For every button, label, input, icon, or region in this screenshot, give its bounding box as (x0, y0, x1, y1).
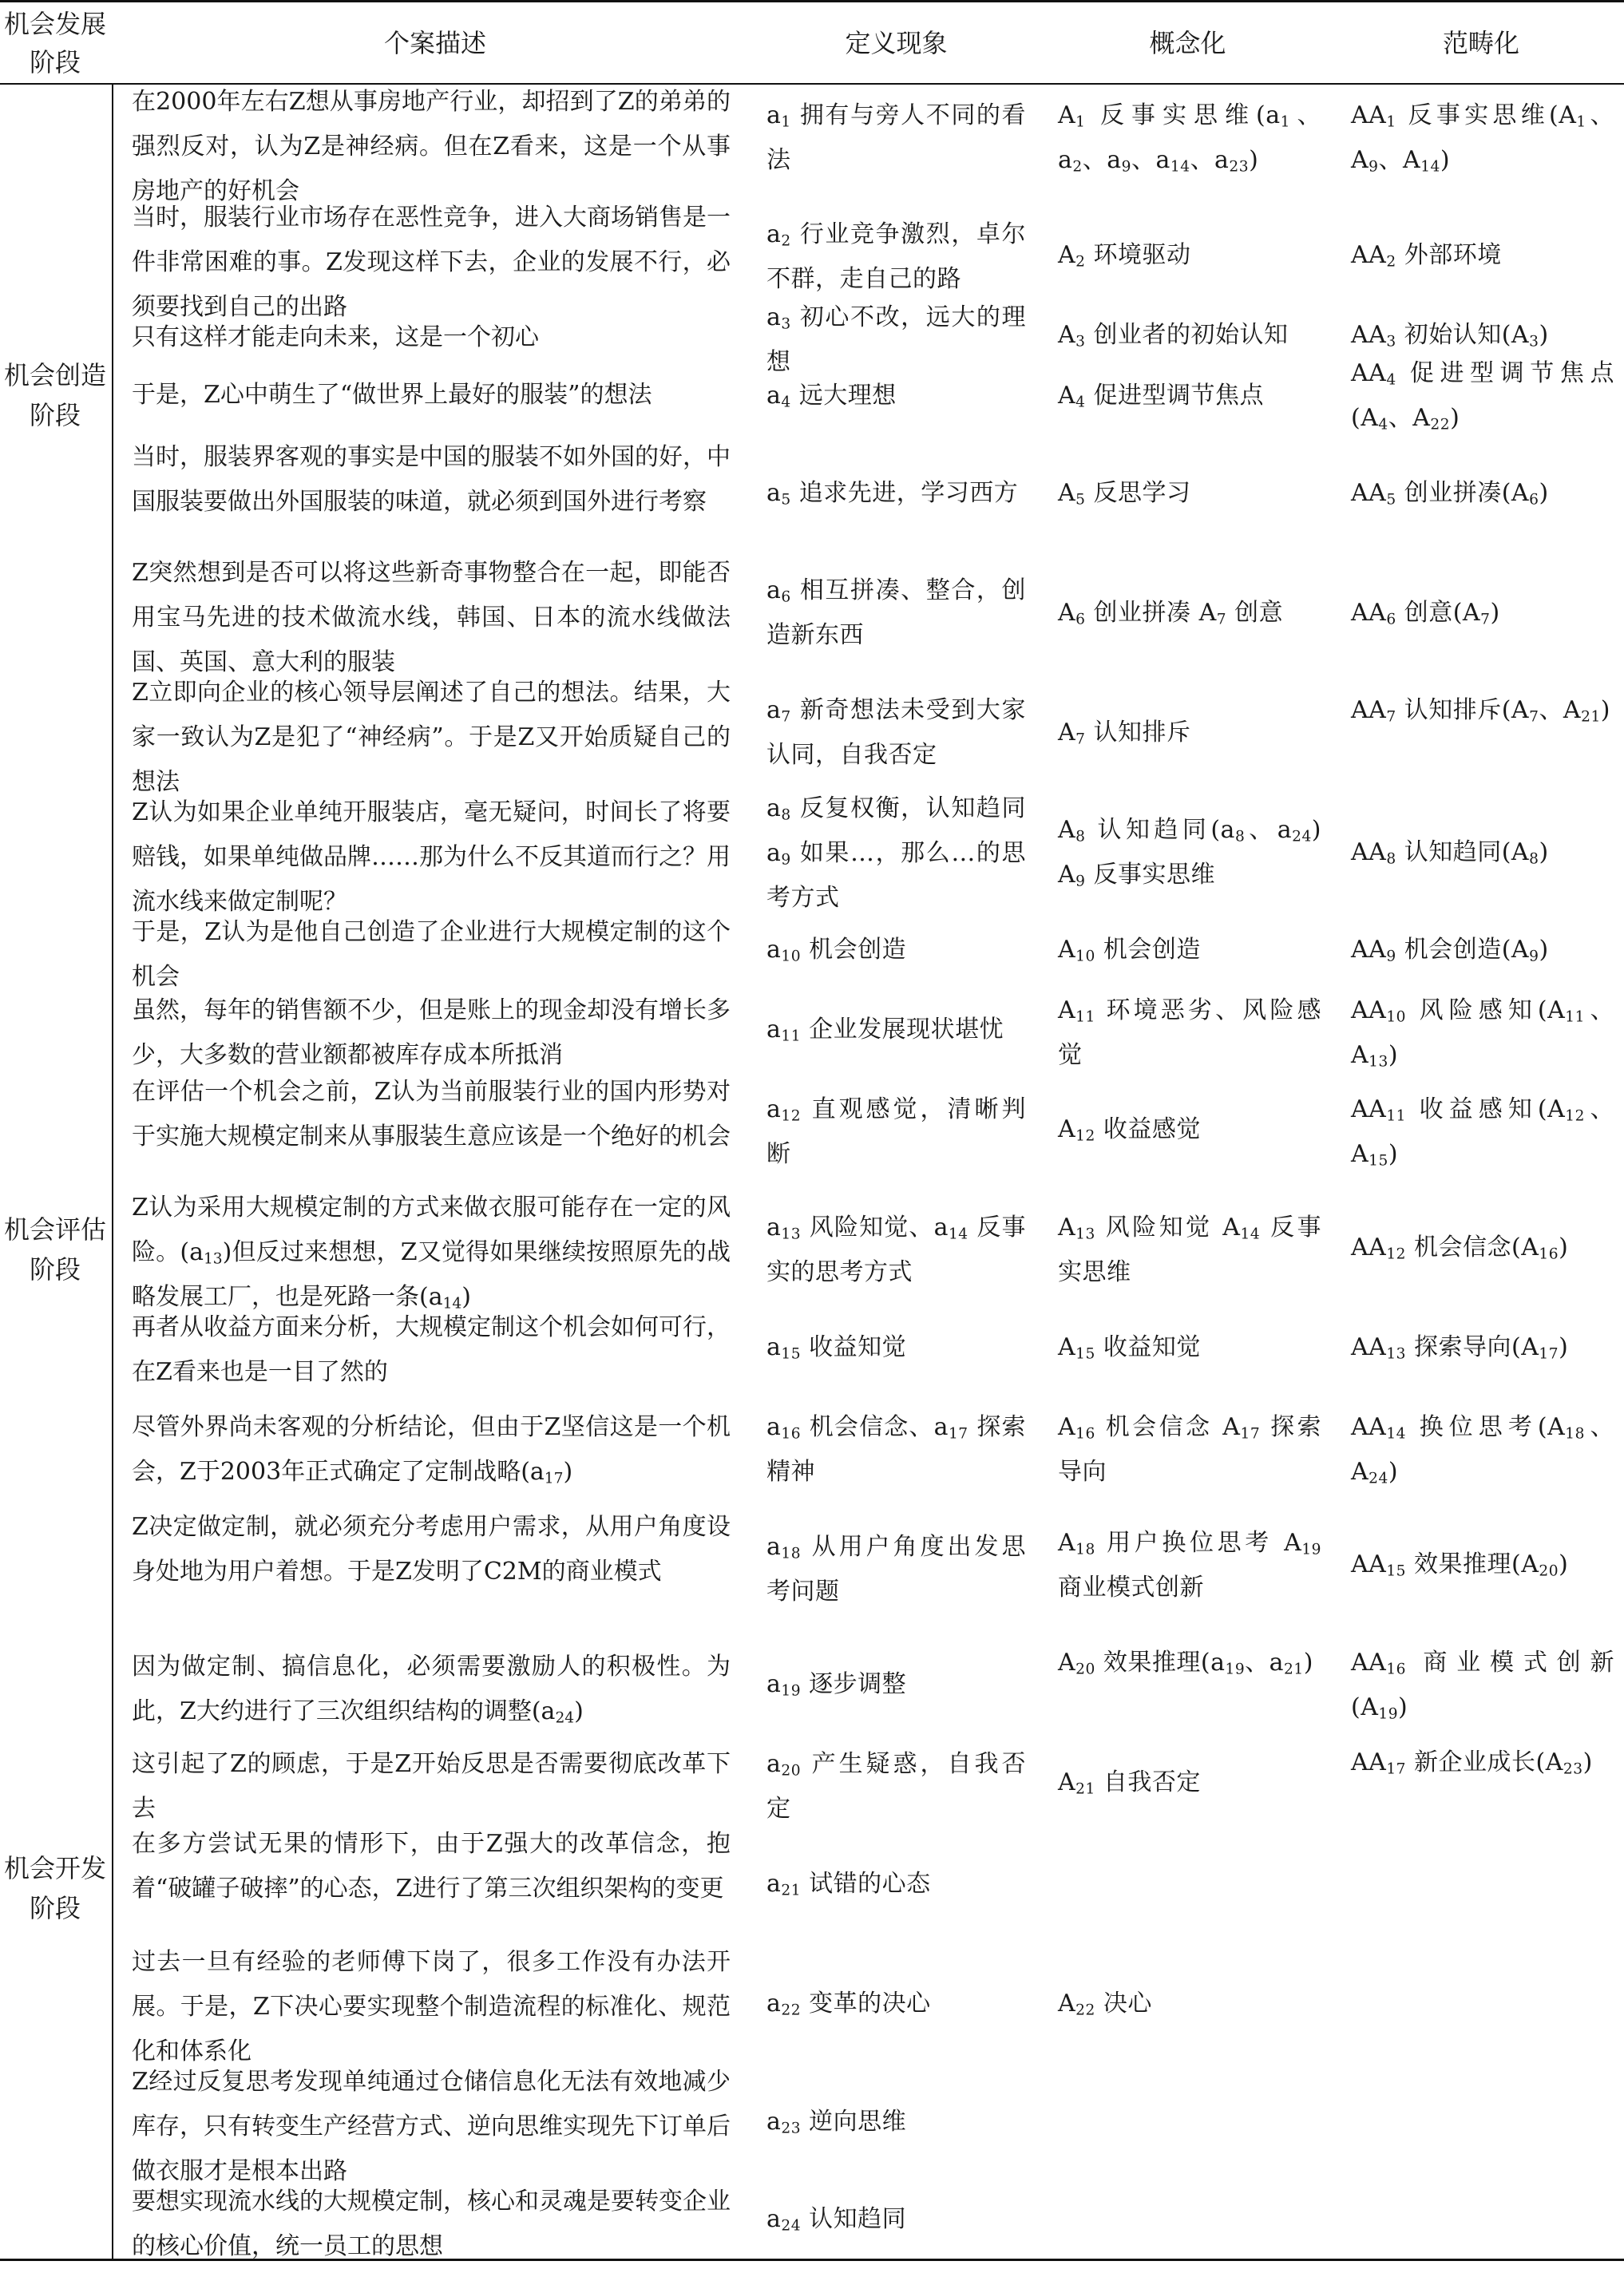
concept-cell: $A_7$ 认知排斥 (1058, 719, 1191, 748)
category-cell: $AA_8$ 认知趋同$(A_8)$ (1351, 838, 1549, 868)
header-case: 个案描述 (383, 28, 486, 58)
case-description (132, 196, 731, 330)
define-cell: $a_5$ 追求先进，学习西方 (766, 479, 1019, 509)
header-stage (0, 5, 110, 81)
define-cell: $a_{13}$ 风险知觉、$a_{14}$ 反事实的思考方式 (766, 1214, 1027, 1286)
category-cell: $AA_1$ 反事实思维($A_1$、$A_9$、$A_{14}$) (1351, 101, 1615, 176)
case-text: 因为做定制、搞信息化，必须需要激励人的积极性。为此，Z大约进行了三次组织结构的调整$(a_{24})$ (132, 1653, 731, 1727)
concept-cell: $A_8$ 认知趋同($a_8$、$a_{24}$) $A_9$ 反事实思维 (1058, 816, 1321, 890)
case-description (132, 988, 731, 1078)
stage-label: 机会开发阶段 (3, 1853, 106, 1923)
header-concept: 概念化 (1149, 28, 1226, 58)
case-text: 当时，服装行业市场存在恶性竞争，进入大商场销售是一件非常困难的事。Z发现这样下去，企业的发展不行，必须要找到自己的出路 (132, 204, 731, 321)
case-description (132, 1822, 731, 1911)
case-text: 再者从收益方面来分析，大规模定制这个机会如何可行，在Z看来也是一目了然的 (132, 1313, 731, 1386)
define-cell: $a_{23}$ 逆向思维 (766, 2108, 907, 2137)
case-text: Z经过反复思考发现单纯通过仓储信息化无法有效地减少库存，只有转变生产经营方式、逆向思维实现先下订单后做衣服才是根本出路 (132, 2068, 731, 2185)
define-cell: $a_1$ 拥有与旁人不同的看法 (766, 101, 1026, 174)
category-cell: $AA_{13}$ 探索导向$(A_{17})$ (1351, 1333, 1569, 1363)
case-text: 尽管外界尚未客观的分析结论，但由于Z坚信这是一个机会，Z于2003年正式确定了定制战略$(a_{17})$ (132, 1413, 731, 1487)
case-text: 过去一旦有经验的老师傅下岗了，很多工作没有办法开展。于是，Z下决心要实现整个制造流程的标准化、规范化和体系化 (132, 1948, 731, 2065)
define-cell: $a_{22}$ 变革的决心 (766, 1990, 931, 2019)
case-description (132, 435, 731, 525)
define-cell: $a_{10}$ 机会创造 (766, 936, 907, 965)
category-cell: $AA_{15}$ 效果推理$(A_{20})$ (1351, 1550, 1569, 1580)
case-description (132, 790, 731, 925)
concept-cell: $A_{11}$ 环境恶劣、风险感觉 (1058, 996, 1321, 1069)
category-cell: $AA_3$ 初始认知$(A_3)$ (1351, 321, 1549, 350)
define-cell: $a_8$ 反复权衡，认知趋同 $a_9$ 如果…，那么…的思考方式 (766, 794, 1026, 912)
case-text: 于是，Z认为是他自己创造了企业进行大规模定制的这个机会 (132, 918, 731, 991)
case-description (132, 910, 731, 1000)
concept-cell: $A_{16}$ 机会信念 $A_{17}$ 探索导向 (1058, 1413, 1321, 1486)
category-cell: $AA_9$ 机会创造$(A_9)$ (1351, 936, 1549, 965)
concept-cell: $A_{12}$ 收益感觉 (1058, 1115, 1201, 1145)
category-cell: $AA_{16}$ 商业模式创新$(A_{19})$ (1351, 1649, 1614, 1723)
category-cell: $AA_2$ 外部环境 (1351, 241, 1502, 271)
case-text: 在评估一个机会之前，Z认为当前服装行业的国内形势对于实施大规模定制来从事服装生意应该是一个绝好的机会 (132, 1078, 731, 1150)
case-text: 于是，Z心中萌生了“做世界上最好的服装”的想法 (132, 381, 652, 409)
concept-cell: $A_{21}$ 自我否定 (1058, 1768, 1201, 1798)
case-text: 只有这样才能走向未来，这是一个初心 (132, 323, 539, 351)
header-define: 定义现象 (845, 28, 948, 58)
case-description (132, 671, 731, 805)
case-description (132, 1070, 731, 1159)
define-cell: $a_2$ 行业竞争激烈，卓尔不群，走自己的路 (766, 220, 1026, 293)
case-description (132, 1940, 731, 2074)
define-cell: $a_{11}$ 企业发展现状堪忧 (766, 1016, 1004, 1045)
concept-cell: $A_{13}$ 风险知觉 $A_{14}$ 反事实思维 (1058, 1214, 1321, 1286)
define-cell: $a_6$ 相互拼凑、整合，创造新东西 (766, 576, 1026, 649)
category-cell: $AA_7$ 认知排斥($A_7$、$A_{21}$) (1351, 696, 1610, 726)
define-cell: $a_{16}$ 机会信念、$a_{17}$ 探索精神 (766, 1413, 1027, 1486)
case-description (132, 1645, 731, 1734)
case-description (132, 551, 731, 685)
category-cell: $AA_{14}$ 换位思考($A_{18}$、$A_{24}$) (1351, 1413, 1615, 1487)
concept-cell: $A_5$ 反思学习 (1058, 479, 1191, 509)
concept-cell: $A_6$ 创业拼凑 $A_7$ 创意 (1058, 599, 1284, 628)
stage-label: 机会评估阶段 (3, 1214, 106, 1285)
stage-column-divider (112, 83, 113, 2259)
case-text: Z认为采用大规模定制的方式来做衣服可能存在一定的风险。$(a_{13})$但反过来想想，Z又觉得如果继续按照原先的战略发展工厂，也是死路一条$(a_{14})$ (132, 1194, 731, 1313)
define-cell: $a_3$ 初心不改，远大的理想 (766, 303, 1026, 376)
define-cell: $a_4$ 远大理想 (766, 382, 897, 411)
case-text: 在2000年左右Z想从事房地产行业，却招到了Z的弟弟的强烈反对，认为Z是神经病。但在Z看来，这是一个从事房地产的好机会 (132, 88, 731, 205)
category-cell: $AA_{17}$ 新企业成长$(A_{23})$ (1351, 1748, 1593, 1778)
case-text: 在多方尝试无果的情形下，由于Z强大的改革信念，抱着“破罐子破摔”的心态，Z进行了第三次组织架构的变更 (132, 1830, 731, 1903)
stage-label: 机会创造阶段 (3, 360, 106, 430)
define-cell: $a_7$ 新奇想法未受到大家认同，自我否定 (766, 696, 1026, 769)
concept-cell: $A_3$ 创业者的初始认知 (1058, 321, 1289, 350)
case-description (132, 1505, 731, 1594)
concept-cell: $A_4$ 促进型调节焦点 (1058, 382, 1265, 411)
case-description (132, 1305, 731, 1395)
category-cell: $AA_{10}$ 风险感知($A_{11}$、$A_{13}$) (1351, 996, 1615, 1071)
case-text: Z决定做定制，就必须充分考虑用户需求，从用户角度设身处地为用户着想。于是Z发明了C2M的商业模式 (132, 1513, 731, 1586)
concept-cell: $A_{15}$ 收益知觉 (1058, 1333, 1201, 1363)
case-description (132, 80, 731, 214)
concept-cell: $A_{10}$ 机会创造 (1058, 936, 1201, 965)
case-description (132, 373, 731, 418)
define-cell: $a_{24}$ 认知趋同 (766, 2205, 907, 2235)
category-cell: $AA_{11}$ 收益感知($A_{12}$、$A_{15}$) (1351, 1095, 1615, 1170)
case-description (132, 1405, 731, 1495)
case-description (132, 2180, 731, 2269)
header-category: 范畴化 (1442, 28, 1519, 58)
case-text: 虽然，每年的销售额不少，但是账上的现金却没有增长多少，大多数的营业额都被库存成本所抵消 (132, 996, 731, 1069)
define-cell: $a_{20}$ 产生疑惑，自我否定 (766, 1750, 1026, 1823)
concept-cell: $A_2$ 环境驱动 (1058, 241, 1191, 271)
concept-cell: $A_{18}$ 用户换位思考 $A_{19}$ 商业模式创新 (1058, 1529, 1321, 1602)
case-text: 当时，服装界客观的事实是中国的服装不如外国的好，中国服装要做出外国服装的味道，就必须到国外进行考察 (132, 443, 731, 516)
category-cell: $AA_5$ 创业拼凑$(A_6)$ (1351, 479, 1549, 509)
case-text: Z立即向企业的核心领导层阐述了自己的想法。结果，大家一致认为Z是犯了“神经病”。于是Z又开始质疑自己的想法 (132, 679, 731, 796)
top-rule (0, 0, 1624, 2)
category-cell: $AA_{12}$ 机会信念$(A_{16})$ (1351, 1233, 1569, 1263)
define-cell: $a_{15}$ 收益知觉 (766, 1333, 907, 1363)
case-description (132, 1186, 731, 1320)
case-description (132, 1742, 731, 1831)
category-cell: $AA_6$ 创意$(A_7)$ (1351, 599, 1500, 628)
define-cell: $a_{12}$ 直观感觉，清晰判断 (766, 1095, 1026, 1168)
define-cell: $a_{19}$ 逐步调整 (766, 1670, 907, 1700)
case-text: Z认为如果企业单纯开服装店，毫无疑问，时间长了将要赔钱，如果单纯做品牌……那为什么不反其道而行之？用流水线来做定制呢？ (132, 798, 731, 916)
case-description (132, 2060, 731, 2194)
concept-cell: $A_{22}$ 决心 (1058, 1990, 1152, 2019)
header-stage-text: 机会发展阶段 (3, 9, 106, 77)
case-description (132, 315, 731, 360)
concept-cell: $A_1$ 反事实思维($a_1$、$a_2$、$a_9$、$a_{14}$、$a_{23}$) (1058, 101, 1321, 176)
case-text: 要想实现流水线的大规模定制，核心和灵魂是要转变企业的核心价值，统一员工的思想 (132, 2188, 731, 2260)
case-text: 这引起了Z的顾虑，于是Z开始反思是否需要彻底改革下去 (132, 1750, 731, 1823)
define-cell: $a_{21}$ 试错的心态 (766, 1870, 931, 1899)
case-text: Z突然想到是否可以将这些新奇事物整合在一起，即能否用宝马先进的技术做流水线，韩国、日本的流水线做法国、英国、意大利的服装 (132, 559, 731, 676)
define-cell: $a_{18}$ 从用户角度出发思考问题 (766, 1533, 1026, 1606)
category-cell: $AA_4$ 促进型调节焦点($A_4$、$A_{22}$) (1351, 359, 1614, 434)
concept-cell: $A_{20}$ 效果推理($a_{19}$、$a_{21}$) (1058, 1649, 1313, 1678)
